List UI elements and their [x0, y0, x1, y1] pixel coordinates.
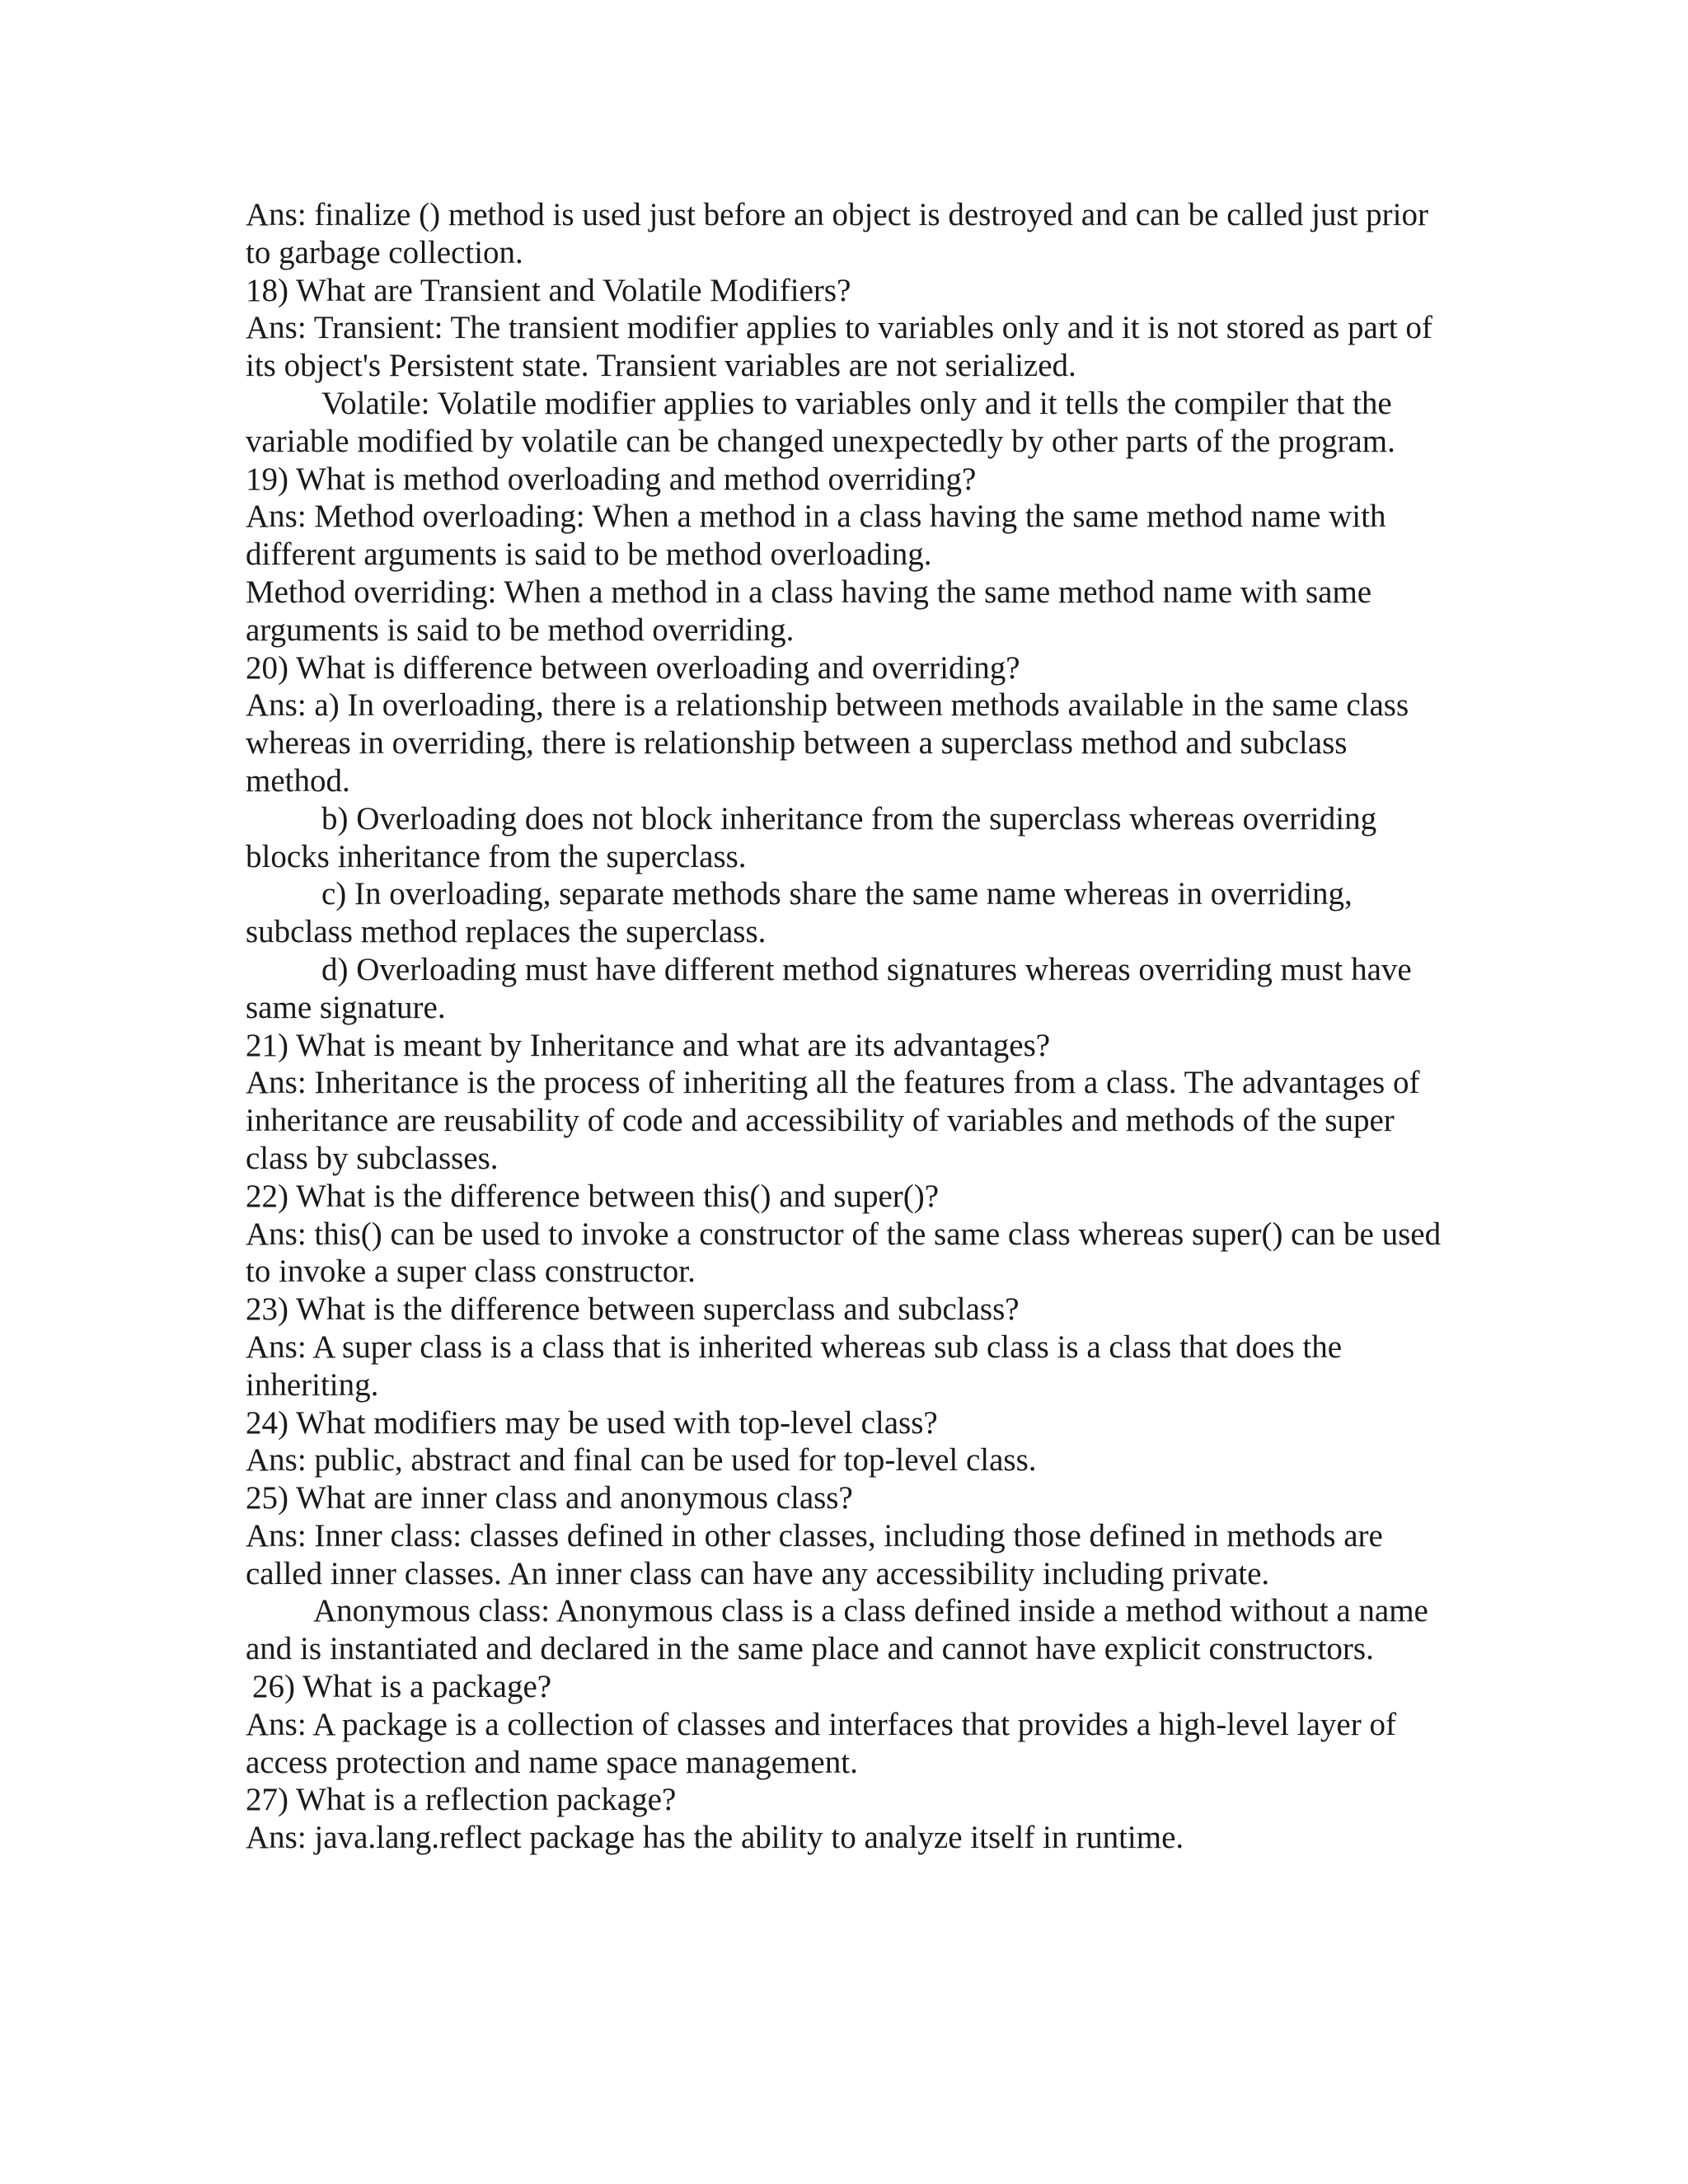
answer-23: Ans: A super class is a class that is inherited whereas sub class is a class that does the inheriting.	[246, 1329, 1343, 1403]
document-body	[246, 196, 1449, 1857]
question-22: 22) What is the difference between this() and super()?	[246, 1178, 940, 1214]
answer-22: Ans: this() can be used to invoke a constructor of the same class whereas super() can be used to invoke a super class constructor.	[246, 1216, 1442, 1290]
answer-19-overloading: Ans: Method overloading: When a method in a class having the same method name with different arguments is said to be method overloading.	[246, 499, 1386, 573]
answer-24: Ans: public, abstract and final can be used for top-level class.	[246, 1442, 1037, 1479]
question-19: 19) What is method overloading and method overriding?	[246, 461, 977, 497]
question-21: 21) What is meant by Inheritance and what are its advantages?	[246, 1027, 1051, 1063]
answer-18-transient: Ans: Transient: The transient modifier applies to variables only and it is not stored as part of its object's Persistent state. Transient variables are not serialized.	[246, 310, 1432, 384]
question-20: 20) What is difference between overloading and overriding?	[246, 649, 1020, 686]
answer-25-inner: Ans: Inner class: classes defined in other classes, including those defined in methods are called inner classes. An inner class can have any accessibility including private.	[246, 1517, 1383, 1591]
question-18: 18) What are Transient and Volatile Modifiers?	[246, 272, 851, 308]
answer-27: Ans: java.lang.reflect package has the ability to analyze itself in runtime.	[246, 1820, 1184, 1856]
answer-25-anonymous: Anonymous class: Anonymous class is a class defined inside a method without a name and is instantiated and declared in the same place and cannot have explicit constructors.	[246, 1593, 1428, 1667]
answer-20-a: Ans: a) In overloading, there is a relationship between methods available in the same class whereas in overriding, there is relationship between a superclass method and subclass method.	[246, 687, 1409, 799]
answer-17: Ans: finalize () method is used just before an object is destroyed and can be called just prior to garbage collection.	[246, 197, 1428, 270]
answer-20-c: c) In overloading, separate methods share the same name whereas in overriding, subclass method replaces the superclass.	[246, 876, 1353, 950]
question-25: 25) What are inner class and anonymous class?	[246, 1480, 853, 1516]
answer-20-b: b) Overloading does not block inheritance from the superclass whereas overriding blocks inheritance from the superclass.	[246, 800, 1377, 874]
answer-21: Ans: Inheritance is the process of inheriting all the features from a class. The advantages of inheritance are reusability of code and accessibility of variables and methods of the super class by subclasses.	[246, 1065, 1420, 1176]
question-23: 23) What is the difference between superclass and subclass?	[246, 1291, 1020, 1328]
question-24: 24) What modifiers may be used with top-level class?	[246, 1404, 938, 1441]
question-26: 26) What is a package?	[252, 1669, 552, 1705]
answer-19-overriding: Method overriding: When a method in a class having the same method name with same arguments is said to be method overriding.	[246, 574, 1372, 648]
answer-20-d: d) Overloading must have different method signatures whereas overriding must have same signature.	[246, 951, 1412, 1025]
answer-26: Ans: A package is a collection of classes and interfaces that provides a high-level layer of access protection and name space management.	[246, 1706, 1396, 1780]
answer-18-volatile: Volatile: Volatile modifier applies to variables only and it tells the compiler that the variable modified by volatile can be changed unexpectedly by other parts of the program.	[246, 385, 1395, 459]
question-27: 27) What is a reflection package?	[246, 1782, 677, 1818]
